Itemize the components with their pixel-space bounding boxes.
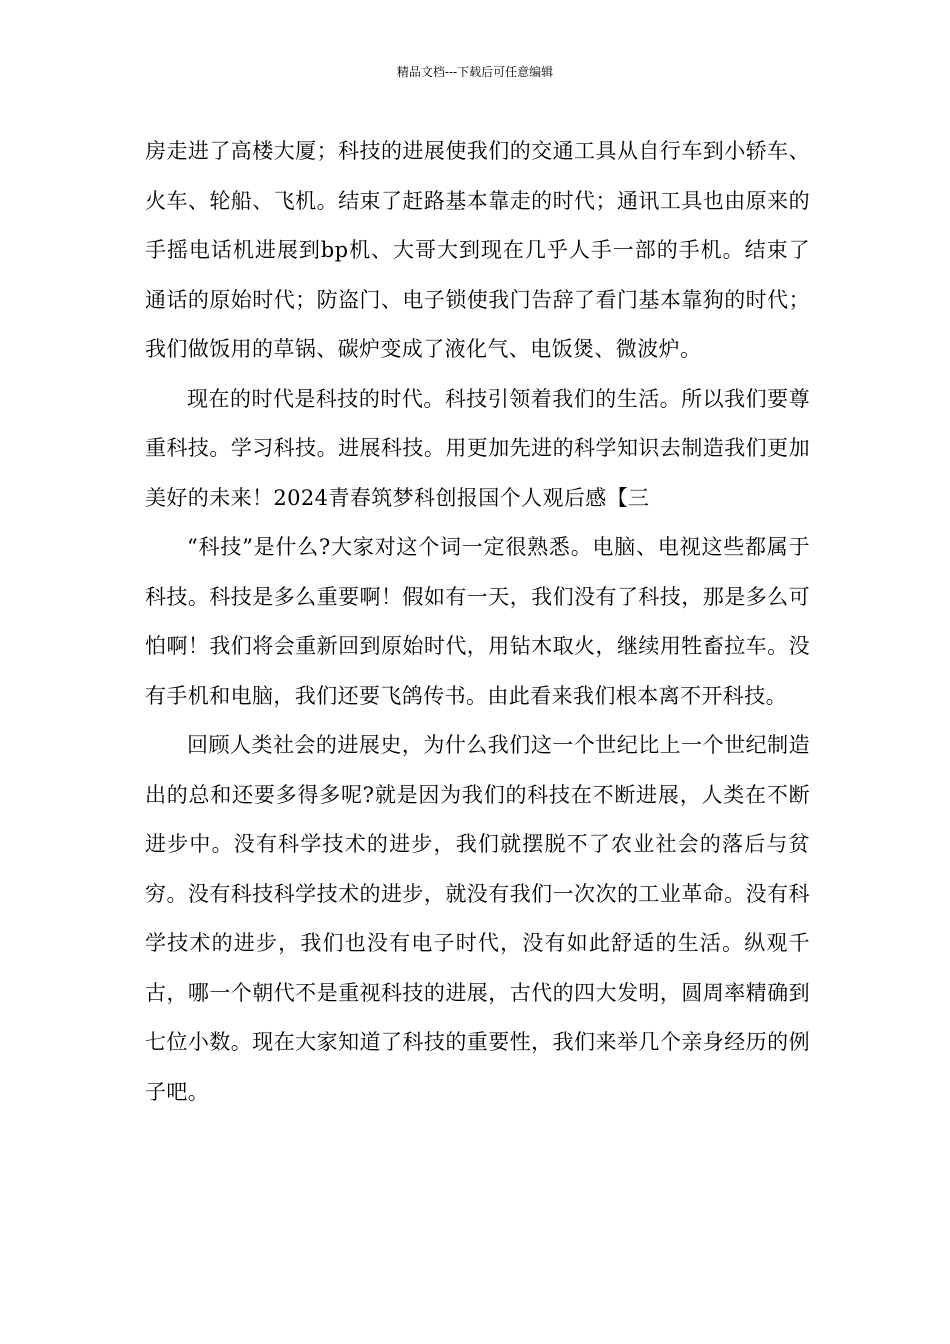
document-body — [145, 127, 810, 1117]
paragraph: “科技”是什么?大家对这个词一定很熟悉。电脑、电视这些都属于科技。科技是多么重要啊！假如有一天，我们没有了科技，那是多么可怕啊！我们将会重新回到原始时代，用钻木取火，继续用牲畜拉车。没有手机和电脑，我们还要飞鸽传书。由此看来我们根本离不开科技。 — [145, 535, 810, 708]
paragraph: 回顾人类社会的进展史，为什么我们这一个世纪比上一个世纪制造出的总和还要多得多呢?就是因为我们的科技在不断进展，人类在不断进步中。没有科学技术的进步，我们就摆脱不了农业社会的落后与贫穷。没有科技科学技术的进步，就没有我们一次次的工业革命。没有科学技术的进步，我们也没有电子时代，没有如此舒适的生活。纵观千古，哪一个朝代不是重视科技的进展，古代的四大发明，圆周率精确到七位小数。现在大家知道了科技的重要性，我们来举几个亲身经历的例子吧。 — [145, 733, 810, 1104]
paragraph-continued: 房走进了高楼大厦；科技的进展使我们的交通工具从自行车到小轿车、火车、轮船、飞机。结束了赶路基本靠走的时代；通讯工具也由原来的手摇电话机进展到bp机、大哥大到现在几乎人手一部的手机。结束了通话的原始时代；防盗门、电子锁使我门告辞了看门基本靠狗的时代；我们做饭用的草锅、碳炉变成了液化气、电饭煲、微波炉。 — [145, 139, 810, 361]
paragraph: 现在的时代是科技的时代。科技引领着我们的生活。所以我们要尊重科技。学习科技。进展科技。用更加先进的科学知识去制造我们更加美好的未来！2024青春筑梦科创报国个人观后感【三 — [145, 386, 810, 510]
page-header: 精品文档---下载后可任意编辑 — [396, 65, 554, 79]
